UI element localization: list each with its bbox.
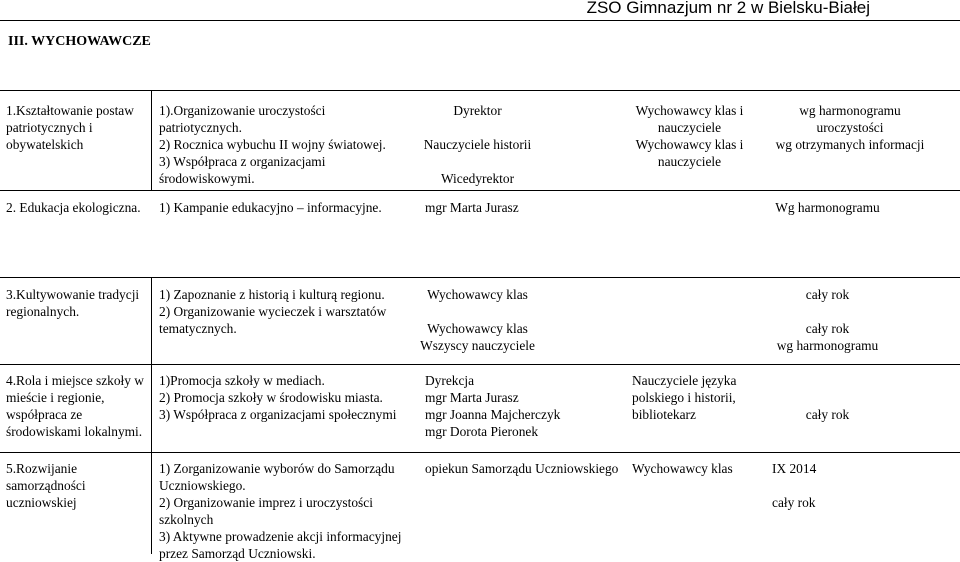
actions-cell: 1) Zapoznanie z historią i kulturą regionu. 2) Organizowanie wycieczek i warsztatów tematycznych. bbox=[159, 287, 387, 336]
task-cell: 4.Rola i miejsce szkoły w mieście i regionie, współpraca ze środowiskami lokalnymi. bbox=[6, 373, 144, 439]
cooperating-cell: Nauczyciele języka polskiego i historii, bibliotekarz bbox=[632, 373, 737, 422]
responsible-cell: Dyrektor Nauczyciele historii Wicedyrektor bbox=[423, 103, 532, 186]
header-rule bbox=[0, 20, 960, 21]
deadline-cell: wg harmonogramu uroczystości wg otrzymanych informacji bbox=[775, 103, 925, 152]
section-title: III. WYCHOWAWCZE bbox=[8, 34, 151, 49]
school-name: ZSO Gimnazjum nr 2 w Bielsku-Białej bbox=[586, 0, 870, 17]
task-cell: 3.Kultywowanie tradycji regionalnych. bbox=[6, 287, 140, 319]
task-cell: 1.Kształtowanie postaw patriotycznych i obywatelskich bbox=[6, 103, 134, 152]
actions-cell: 1) Zorganizowanie wyborów do Samorządu Uczniowskiego. 2) Organizowanie imprez i uroczystości szkolnych 3) Aktywne prowadzenie akcji informacyjnej przez Samorząd Uczniowski. bbox=[159, 461, 402, 561]
actions-cell: 1).Organizowanie uroczystości patriotycznych. 2) Rocznica wybuchu II wojny światowej. 3) Współpraca z organizacjami środowiskowymi. bbox=[159, 103, 386, 186]
task-cell: 2. Edukacja ekologiczna. bbox=[6, 200, 141, 215]
cooperating-cell: Wychowawcy klas i nauczyciele Wychowawcy klas i nauczyciele bbox=[635, 103, 744, 169]
deadline-cell: IX 2014 cały rok bbox=[772, 461, 817, 510]
actions-cell: 1)Promocja szkoły w mediach. 2) Promocja szkoły w środowisku miasta. 3) Współpraca z organizacjami społecznymi bbox=[159, 373, 397, 422]
actions-cell: 1) Kampanie edukacyjno – informacyjne. bbox=[159, 200, 382, 215]
responsible-cell: opiekun Samorządu Uczniowskiego bbox=[425, 461, 619, 476]
responsible-cell: Wychowawcy klas Wychowawcy klas Wszyscy nauczyciele bbox=[420, 287, 535, 353]
responsible-cell: mgr Marta Jurasz bbox=[425, 200, 519, 215]
task-cell: 5.Rozwijanie samorządności uczniowskiej bbox=[6, 461, 86, 510]
responsible-cell: Dyrekcja mgr Marta Jurasz mgr Joanna Majcherczyk mgr Dorota Pieronek bbox=[425, 373, 561, 439]
page-header bbox=[0, 0, 960, 20]
deadline-cell: Wg harmonogramu bbox=[775, 200, 880, 215]
deadline-cell: cały rok cały rok wg harmonogramu bbox=[776, 287, 879, 353]
deadline-cell: cały rok bbox=[805, 407, 850, 422]
cooperating-cell: Wychowawcy klas bbox=[632, 461, 733, 476]
